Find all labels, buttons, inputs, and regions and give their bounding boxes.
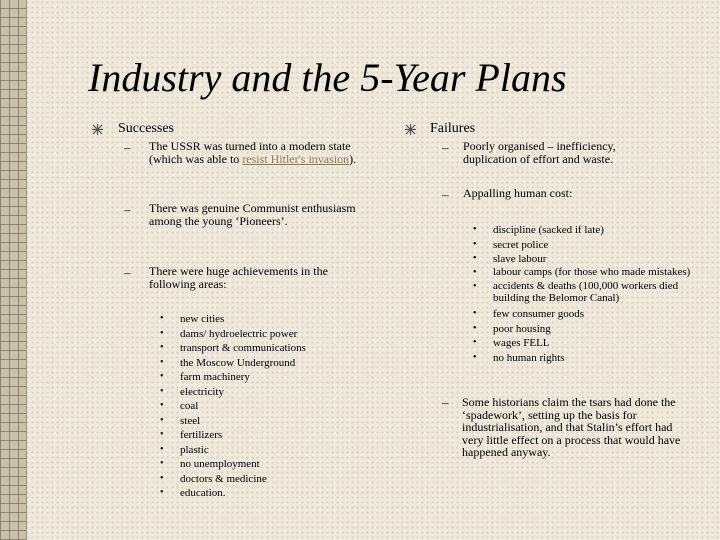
list-item: • few consumer goods: [493, 307, 698, 322]
list-item: • fertilizers: [180, 428, 370, 443]
list-item: • education.: [180, 486, 370, 501]
list-item: • no unemployment: [180, 457, 370, 472]
list-item: • secret police: [493, 238, 698, 253]
list-item: • dams/ hydroelectric power: [180, 327, 370, 342]
human-cost-list: [493, 223, 698, 365]
dash-marker: –: [442, 187, 449, 202]
list-item: • wages FELL: [493, 336, 698, 351]
success-item-3: There were huge achievements in the following areas:: [149, 264, 328, 291]
list-item: • steel: [180, 414, 370, 429]
list-item: • plastic: [180, 443, 370, 458]
list-item: • new cities: [180, 312, 370, 327]
list-item: • discipline (sacked if late): [493, 223, 698, 238]
list-item: • slave labour: [493, 252, 698, 267]
list-item: • labour camps (for those who made mistakes): [493, 267, 698, 279]
list-item: • transport & communications: [180, 341, 370, 356]
list-item: • doctors & medicine: [180, 472, 370, 487]
list-item: • poor housing: [493, 322, 698, 337]
dash-marker: –: [442, 140, 449, 155]
failure-item-2: Appalling human cost:: [463, 186, 573, 200]
decorative-border-strip: [0, 0, 27, 540]
list-item: • electricity: [180, 385, 370, 400]
list-item: • farm machinery: [180, 370, 370, 385]
cross-bullet-icon: [405, 124, 416, 135]
successes-heading: Successes: [118, 121, 174, 136]
dash-marker: –: [124, 202, 131, 217]
failures-heading: Failures: [430, 121, 476, 136]
list-item: • no human rights: [493, 351, 698, 366]
success-item-1: The USSR was turned into a modern state (which was able to resist Hitler's invasion).: [149, 139, 357, 166]
list-item: • the Moscow Underground: [180, 356, 370, 371]
slide-title: Industry and the 5-Year Plans: [88, 55, 567, 100]
list-item: • coal: [180, 399, 370, 414]
resist-hitler-link[interactable]: resist Hitler's invasion: [242, 151, 350, 166]
achievements-list: [180, 312, 370, 501]
failure-item-1: Poorly organised – inefficiency, duplication of effort and waste.: [463, 139, 616, 166]
dash-marker: –: [124, 265, 131, 280]
success-item-2: There was genuine Communist enthusiasm among the young ‘Pioneers’.: [149, 201, 356, 228]
list-item: • accidents & deaths (100,000 workers died building the Belomor Canal): [493, 281, 698, 304]
failure-item-3: Some historians claim the tsars had done the ‘spadework’, setting up the basis for industrialisation, and that Stalin’s effort had very little effect on a process that would have happened anyway.: [462, 395, 681, 459]
dash-marker: –: [124, 140, 131, 155]
dash-marker: –: [442, 395, 449, 410]
cross-bullet-icon: [92, 124, 103, 135]
